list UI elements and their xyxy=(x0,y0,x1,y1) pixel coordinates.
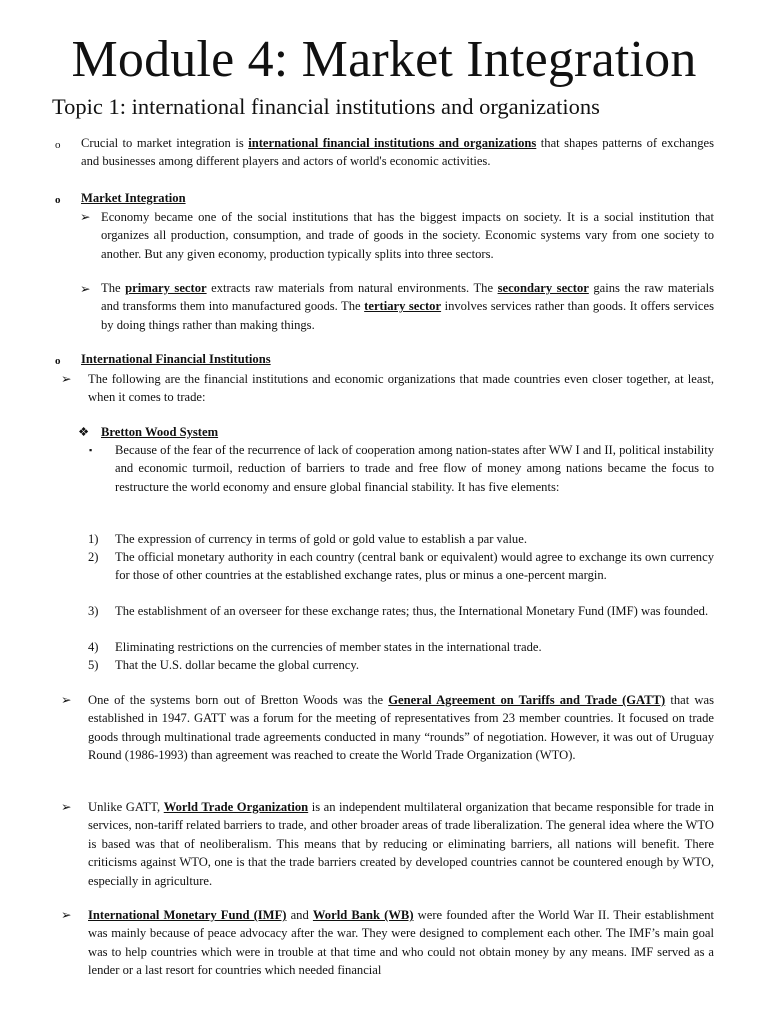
wto-paragraph: Unlike GATT, World Trade Organization is an independent multilateral organization that became responsible for trade in services, non-tariff related barriers to trade, and other broader areas of trade liberalization. The general idea where the WTO is based was that of neoliberalism. This means that by reducing or eliminating barriers, all nations will benefit. There criticisms against WTO, one is that the trade barriers created by developed countries cannot be countered enough by WTO, especially in agriculture. xyxy=(88,800,714,888)
list-number: 1) xyxy=(88,532,99,546)
list-item: The expression of currency in terms of gold or gold value to establish a par value. xyxy=(115,532,527,546)
topic-heading: Topic 1: international financial institutions and organizations xyxy=(52,94,600,119)
list-item: That the U.S. dollar became the global currency. xyxy=(115,658,359,672)
circle-bullet: o xyxy=(55,355,61,367)
arrow-bullet-icon: ➢ xyxy=(61,372,72,386)
ifi-heading: International Financial Institutions xyxy=(81,352,271,366)
arrow-bullet-icon: ➢ xyxy=(61,908,72,922)
arrow-bullet-icon: ➢ xyxy=(61,800,72,814)
list-number: 3) xyxy=(88,604,99,618)
gatt-paragraph: One of the systems born out of Bretton Woods was the General Agreement on Tariffs and Trade (GATT) that was established in 1947. GATT was a forum for the meeting of representatives from 23 member countries. It focused on trade goods through multinational trade agreements conducted in many “rounds” of negotiation. However, it was out of Uruguay Round (1986-1993) than agreement was reached to create the World Trade Organization (WTO). xyxy=(88,693,714,763)
sectors-paragraph: The primary sector extracts raw materials from natural environments. The secondary sector gains the raw materials and transforms them into manufactured goods. The tertiary sector involves services rather than goods. It offers services by doing things rather than making things. xyxy=(101,281,714,332)
imf-paragraph: International Monetary Fund (IMF) and World Bank (WB) were founded after the World War II. Their establishment was mainly because of peace advocacy after the war. They were designed to complement each other. The IMF’s main goal was to help countries which were in trouble at that time and who could not obtain money by any means. IMF served as a lender or a last resort for countries which needed financial xyxy=(88,908,715,978)
economy-paragraph: Economy became one of the social institutions that has the biggest impacts on society. It is a social institution that organizes all production, consumption, and trade of goods in the society. Economic systems vary from one society to another. But any given economy, production typically splits into three sectors. xyxy=(101,210,714,261)
list-item: The establishment of an overseer for these exchange rates; thus, the International Monetary Fund (IMF) was founded. xyxy=(115,604,709,618)
list-item: The official monetary authority in each country (central bank or equivalent) would agree to exchange its own currency for those of other countries at the established exchange rates, plus or minus a one-percent margin. xyxy=(115,550,714,583)
page-title: Module 4: Market Integration xyxy=(71,31,697,88)
square-bullet-icon: ▪ xyxy=(89,445,93,455)
bretton-wood-heading: Bretton Wood System xyxy=(101,425,219,439)
bretton-paragraph: Because of the fear of the recurrence of lack of cooperation among nation-states after WW I and II, political instability and economic turmoil, reduction of barriers to trade and free flow of money among nations became the focus to restructure the world economy and ensure global financial stability. It has five elements: xyxy=(115,443,714,494)
circle-bullet: o xyxy=(55,139,61,151)
arrow-bullet-icon: ➢ xyxy=(61,693,72,707)
circle-bullet: o xyxy=(55,194,61,206)
arrow-bullet-icon: ➢ xyxy=(80,282,91,296)
list-item: Eliminating restrictions on the currencies of member states in the international trade. xyxy=(115,640,542,654)
market-integration-heading: Market Integration xyxy=(81,191,186,205)
ifi-paragraph: The following are the financial institutions and economic organizations that made countries even closer together, at least, when it comes to trade: xyxy=(88,372,714,405)
arrow-bullet-icon: ➢ xyxy=(80,210,91,224)
intro-paragraph: Crucial to market integration is international financial institutions and organizations that shapes patterns of exchanges and businesses among different players and actors of world's economic activities. xyxy=(81,136,714,169)
diamond-bullet-icon: ❖ xyxy=(78,425,90,439)
list-number: 2) xyxy=(88,550,99,564)
list-number: 4) xyxy=(88,640,99,654)
list-number: 5) xyxy=(88,658,99,672)
